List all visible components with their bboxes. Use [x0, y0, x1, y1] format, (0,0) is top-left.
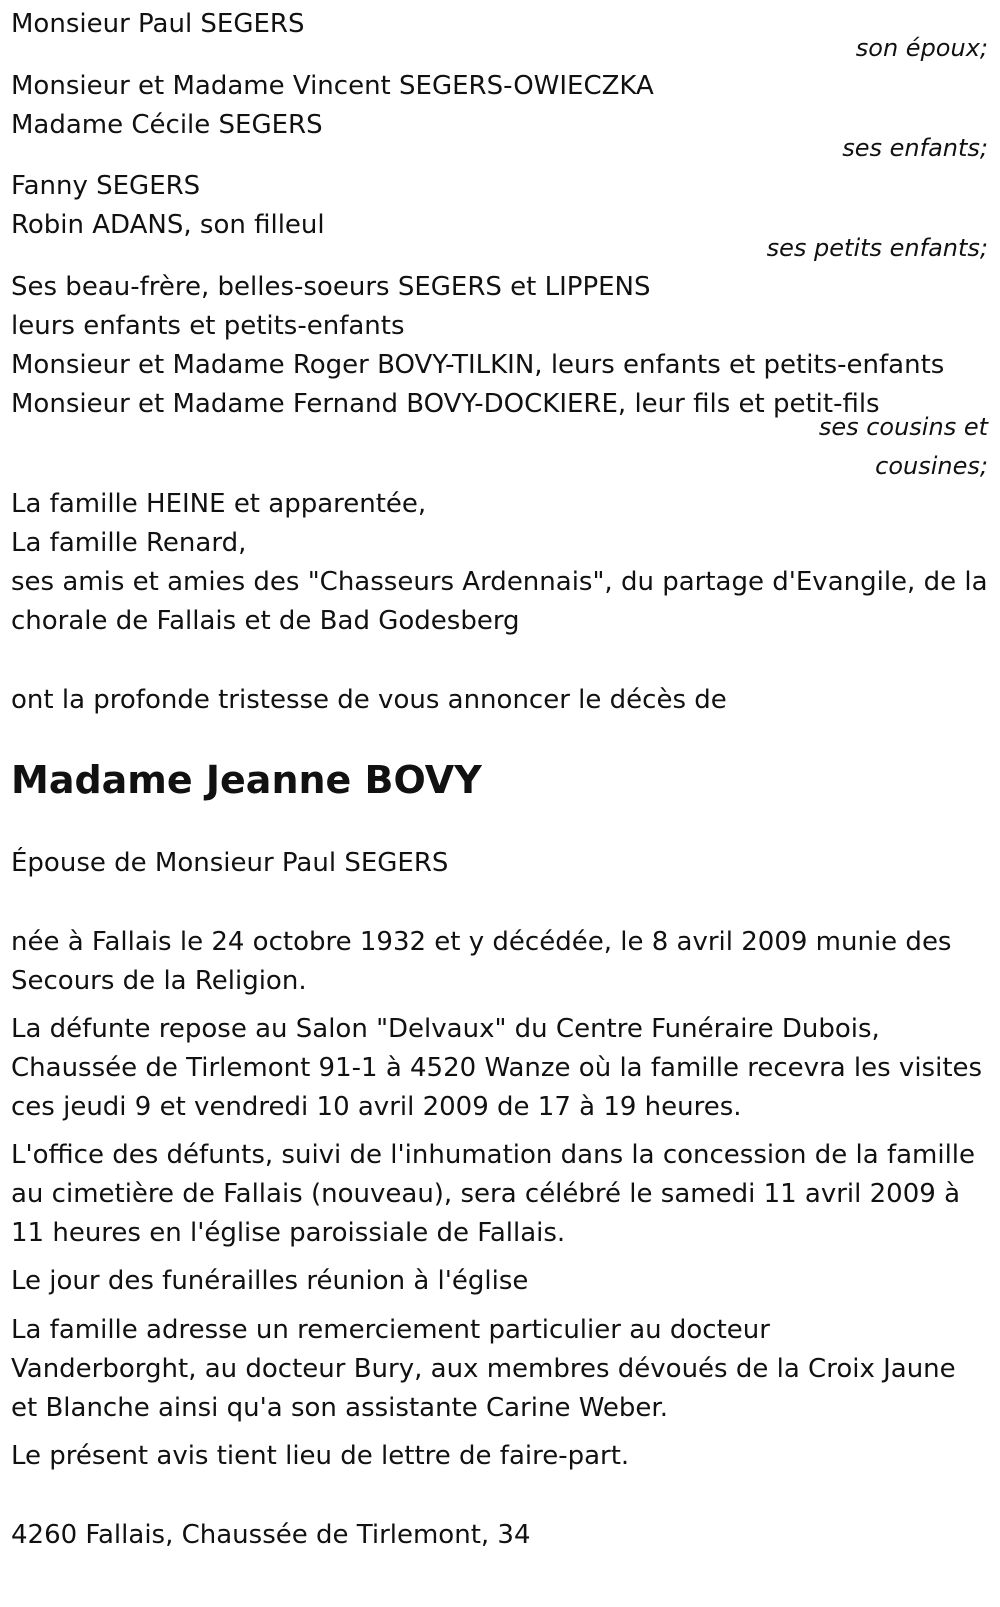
family-line-inlaws-children: leurs enfants et petits-enfants [11, 311, 405, 341]
address-line: 4260 Fallais, Chaussée de Tirlemont, 34 [11, 1520, 531, 1550]
office-line-3: 11 heures en l'église paroissiale de Fallais. [11, 1218, 566, 1248]
role-cousins-2: cousines; [875, 452, 988, 480]
birth-line-2: Secours de la Religion. [11, 966, 307, 996]
family-line-friends-1: ses amis et amies des "Chasseurs Ardennais", du partage d'Evangile, de la [11, 567, 988, 597]
family-line-child-2: Madame Cécile SEGERS [11, 110, 323, 140]
deceased-spouse: Épouse de Monsieur Paul SEGERS [11, 848, 449, 878]
birth-line-1: née à Fallais le 24 octobre 1932 et y décédée, le 8 avril 2009 munie des [11, 927, 952, 957]
family-line-child-1: Monsieur et Madame Vincent SEGERS-OWIECZKA [11, 71, 654, 101]
role-spouse: son époux; [855, 34, 988, 62]
rest-line-2: Chaussée de Tirlemont 91-1 à 4520 Wanze où la famille recevra les visites [11, 1053, 983, 1083]
notice-line: Le présent avis tient lieu de lettre de faire-part. [11, 1441, 630, 1471]
thanks-line-3: et Blanche ainsi qu'a son assistante Carine Weber. [11, 1393, 668, 1423]
family-line-renard: La famille Renard, [11, 528, 247, 558]
thanks-line-1: La famille adresse un remerciement particulier au docteur [11, 1315, 770, 1345]
family-line-inlaws: Ses beau-frère, belles-soeurs SEGERS et LIPPENS [11, 272, 651, 302]
meeting-line: Le jour des funérailles réunion à l'église [11, 1266, 529, 1296]
family-line-heine: La famille HEINE et apparentée, [11, 489, 427, 519]
role-grandchildren: ses petits enfants; [766, 234, 988, 262]
announcement-text: ont la profonde tristesse de vous annoncer le décès de [11, 685, 727, 715]
family-line-friends-2: chorale de Fallais et de Bad Godesberg [11, 606, 520, 636]
family-line-bovy-dockiere: Monsieur et Madame Fernand BOVY-DOCKIERE, leur fils et petit-fils [11, 389, 880, 419]
role-children: ses enfants; [842, 134, 988, 162]
rest-line-1: La défunte repose au Salon "Delvaux" du Centre Funéraire Dubois, [11, 1014, 880, 1044]
thanks-line-2: Vanderborght, au docteur Bury, aux membres dévoués de la Croix Jaune [11, 1354, 956, 1384]
family-line-spouse: Monsieur Paul SEGERS [11, 9, 305, 39]
office-line-2: au cimetière de Fallais (nouveau), sera célébré le samedi 11 avril 2009 à [11, 1179, 960, 1209]
deceased-name: Madame Jeanne BOVY [11, 758, 482, 802]
role-cousins-1: ses cousins et [818, 413, 988, 441]
office-line-1: L'office des défunts, suivi de l'inhumation dans la concession de la famille [11, 1140, 976, 1170]
family-line-grandchild-1: Fanny SEGERS [11, 171, 201, 201]
family-line-grandchild-2: Robin ADANS, son filleul [11, 210, 325, 240]
family-line-bovy-tilkin: Monsieur et Madame Roger BOVY-TILKIN, leurs enfants et petits-enfants [11, 350, 945, 380]
rest-line-3: ces jeudi 9 et vendredi 10 avril 2009 de 17 à 19 heures. [11, 1092, 742, 1122]
